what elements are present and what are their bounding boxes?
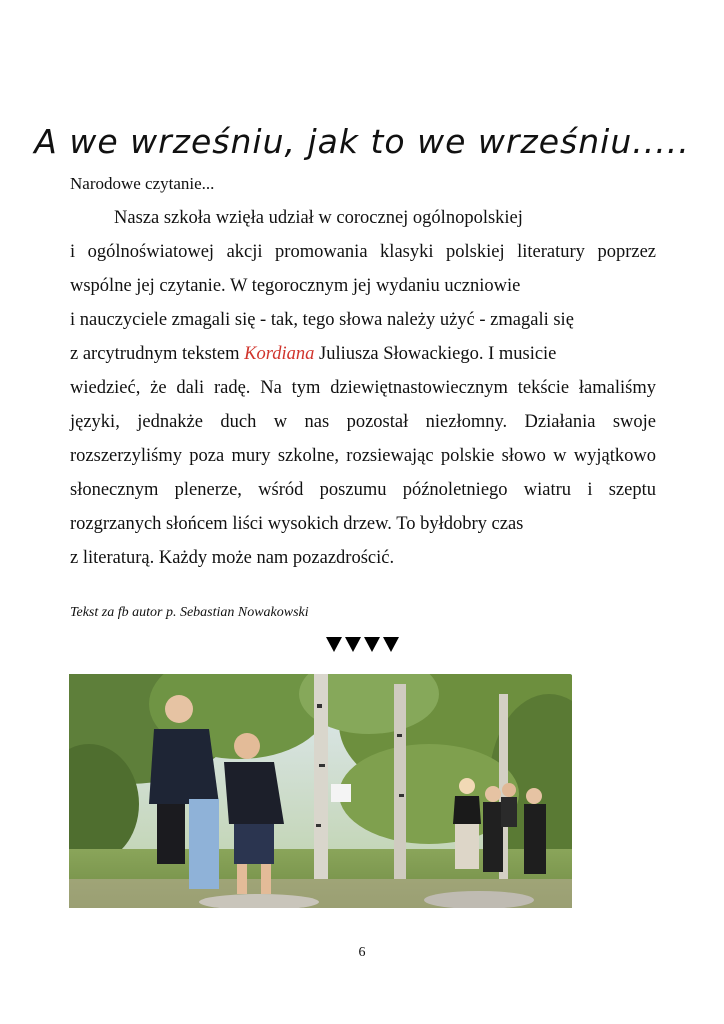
line-text: z arcytrudnym tekstem: [70, 344, 245, 364]
page-number: 6: [358, 945, 366, 960]
photo-illustration: [69, 674, 572, 908]
subtitle: Narodowe czytanie...: [70, 174, 215, 193]
separator-ornament: [326, 637, 402, 653]
line-text: Juliusza Słowackiego. I musicie: [314, 344, 557, 364]
triangle-icon: [326, 637, 342, 652]
article-paragraph: [70, 201, 656, 575]
paragraph-line: Nasza szkoła wzięła udział w corocznej ogólnopolskiej: [114, 208, 523, 228]
paragraph-line: rozgrzanych słońcem liści wysokich drzew. To byłdobry czas: [70, 514, 524, 534]
highlighted-title: Kordiana: [244, 344, 315, 364]
paragraph-line: i nauczyciele zmagali się - tak, tego słowa należy użyć - zmagali się: [70, 310, 574, 330]
paragraph-line: języki, jednakże duch w nas pozostał niezłomny. Działania swoje: [70, 412, 656, 432]
credit-note: Tekst za fb autor p. Sebastian Nowakowski: [70, 605, 309, 620]
paragraph-line: [70, 337, 656, 371]
event-photo: [69, 674, 572, 908]
triangle-icon: [383, 637, 399, 652]
paragraph-line: słonecznym plenerze, wśród poszumu późnoletniego wiatru i szeptu: [70, 480, 656, 500]
paragraph-line: rozszerzyliśmy poza mury szkolne, rozsiewając polskie słowo w wyjątkowo: [70, 446, 656, 466]
triangle-icon: [345, 637, 361, 652]
paragraph-line: wspólne jej czytanie. W tegorocznym jej wydaniu uczniowie: [70, 276, 521, 296]
page-title: A we wrześniu, jak to we wrześniu.....: [34, 122, 690, 161]
paragraph-line: i ogólnoświatowej akcji promowania klasyki polskiej literatury poprzez: [70, 242, 656, 262]
paragraph-line: wiedzieć, że dali radę. Na tym dziewiętnastowiecznym tekście łamaliśmy: [70, 378, 656, 398]
paragraph-line: z literaturą. Każdy może nam pozazdrościć.: [70, 548, 395, 568]
triangle-icon: [364, 637, 380, 652]
